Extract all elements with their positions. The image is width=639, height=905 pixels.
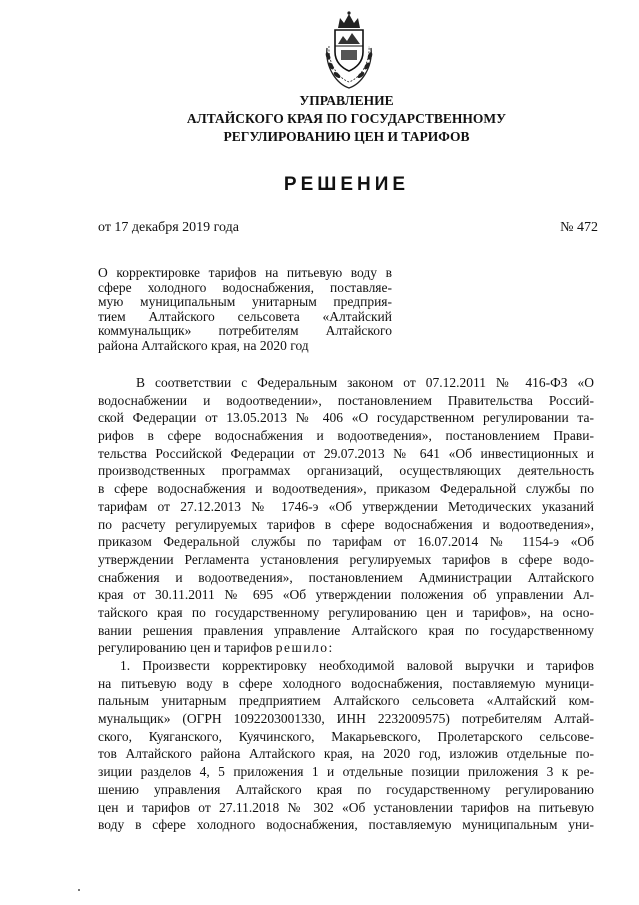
item-1-line: мунальщик» (ОГРН 1092203001330, ИНН 2232009575) потребителям Алтай- xyxy=(98,711,594,727)
subject-line: сфере холодного водоснабжения, поставляе- xyxy=(98,279,392,295)
org-line: АЛТАЙСКОГО КРАЯ ПО ГОСУДАРСТВЕННОМУ xyxy=(186,111,507,126)
subject-line: тием Алтайского сельсовета «Алтайский xyxy=(98,308,392,324)
org-line: УПРАВЛЕНИЕ xyxy=(299,93,394,108)
subject-line: района Алтайского края, на 2020 год xyxy=(98,337,309,353)
org-line: РЕГУЛИРОВАНИЮ ЦЕН И ТАРИФОВ xyxy=(223,129,470,144)
body-line-text: регулированию цен и тарифов xyxy=(98,640,273,656)
body-line: рифов в сфере водоснабжения и водоотведения», постановлением Прави- xyxy=(98,428,594,444)
body-line: в сфере водоснабжения и водоотведения», приказом Федеральной службы по xyxy=(98,481,594,497)
body-line: снабжения и водоотведения», постановлением Администрации Алтайского xyxy=(98,569,594,585)
item-1-line: шению управления Алтайского края по государственному регулированию xyxy=(98,781,594,797)
body-line: В соответствии с Федеральным законом от 07.12.2011 № 416-ФЗ «О xyxy=(136,375,594,390)
item-1-line: ского, Куяганского, Куячинского, Макарьевского, Пролетарского сельсове- xyxy=(98,728,594,744)
body-line: тайского края по государственному регулированию цен и тарифов», на осно- xyxy=(98,604,594,620)
body-line: вании решения правления управление Алтайского края по государственному xyxy=(98,622,594,638)
item-1-line: пальным унитарным предприятием Алтайского сельсовета «Алтайский ком- xyxy=(98,693,594,709)
body-line: производственных программах организаций, осуществляющих деятельность xyxy=(98,463,594,479)
document-subject xyxy=(98,266,392,353)
item-1-line: воду в сфере холодного водоснабжения, поставляемую муниципальным уни- xyxy=(98,817,594,833)
body-line: тельства Российской Федерации от 29.07.2013 № 641 «Об инвестиционных и xyxy=(98,445,594,461)
document-title: РЕШЕНИЕ xyxy=(283,174,410,195)
item-1-line: тов Алтайского района Алтайского края, на 2020 год, изложив отдельные по- xyxy=(98,746,594,762)
body-line: утверждении Регламента установления регулируемых тарифов в сфере водо- xyxy=(98,551,594,567)
item-1-line: на питьевую воду в сфере холодного водоснабжения, поставляемую муници- xyxy=(98,675,594,691)
subject-line: коммунальщик» потребителям Алтайского xyxy=(98,323,392,338)
issuing-authority xyxy=(27,92,639,146)
resolved-word: решило: xyxy=(275,640,334,656)
body-line-final xyxy=(98,639,594,657)
body-line: края от 30.11.2011 № 695 «Об утверждении положения об управлении Ал- xyxy=(98,587,594,603)
subject-line: мую муниципальным унитарным предприя- xyxy=(98,294,392,309)
document-number: № 472 xyxy=(560,220,598,235)
body-line: водоснабжении и водоотведении», постановлением Правительства Россий- xyxy=(98,392,594,408)
document-date: от 17 декабря 2019 года xyxy=(98,220,239,235)
item-1-line: 1. Произвести корректировку необходимой валовой выручки и тарифов xyxy=(120,658,594,673)
item-1-line: цен и тарифов от 27.11.2018 № 302 «Об установлении тарифов на питьевую xyxy=(98,799,594,815)
body-line: по расчету регулируемых тарифов в сфере водоснабжения и водоотведения», xyxy=(98,516,594,532)
body-line: ской Федерации от 13.05.2013 № 406 «О государственном регулировании та- xyxy=(98,410,594,426)
item-1-line: зиции разделов 4, 5 приложения 1 и отдельные позиции приложения 3 к ре- xyxy=(98,764,594,780)
body-line: тарифам от 27.12.2013 № 1746-э «Об утверждении Методических указаний xyxy=(98,498,594,514)
coat-of-arms-icon xyxy=(319,8,379,90)
scan-speck xyxy=(78,889,80,891)
body-line: приказом Федеральной службы по тарифам от 16.07.2014 № 1154-э «Об xyxy=(98,534,594,550)
subject-line: О корректировке тарифов на питьевую воду в xyxy=(98,265,392,280)
document-body xyxy=(98,374,594,834)
